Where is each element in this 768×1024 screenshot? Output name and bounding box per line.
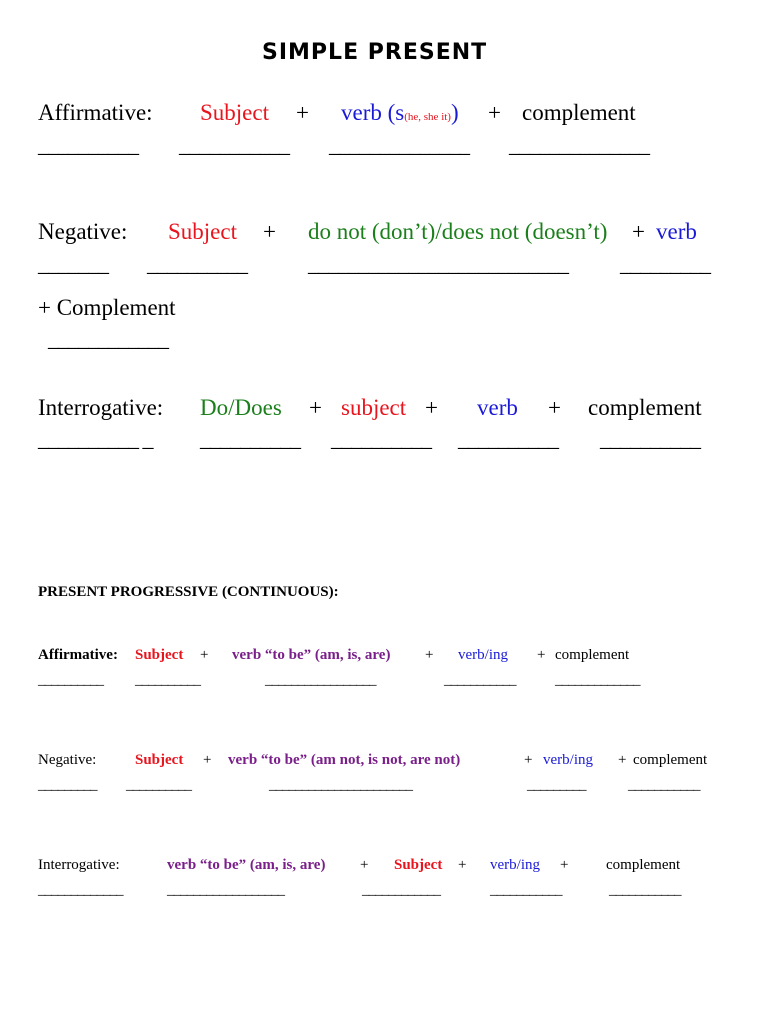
progressive-negative-complement: complement xyxy=(633,752,708,768)
progressive-affirmative-blank-2: __________ xyxy=(135,672,200,688)
progressive-negative-blank-3: ______________________ xyxy=(269,777,412,793)
progressive-affirmative-blank-5: _____________ xyxy=(555,672,640,688)
negative-blank-complement: ____________ xyxy=(48,326,168,351)
interrogative-blank-extra: __________ xyxy=(600,426,700,451)
negative-label: Negative: xyxy=(38,219,128,244)
progressive-affirmative-plus-2: + xyxy=(425,647,434,663)
affirmative-plus-2: + xyxy=(488,100,501,125)
negative-complement: + Complement xyxy=(38,295,176,320)
progressive-interrogative-verb-ing: verb/ing xyxy=(490,857,540,873)
page-title: SIMPLE PRESENT xyxy=(262,40,488,65)
negative-blank-verb: __________________________ xyxy=(308,251,568,276)
interrogative-blank-complement: __________ xyxy=(458,426,558,451)
progressive-interrogative-label: Interrogative: xyxy=(38,857,120,873)
affirmative-subject: Subject xyxy=(200,100,269,125)
interrogative-blank-auxiliary: __________ _ xyxy=(38,426,153,451)
progressive-negative-subject: Subject xyxy=(135,752,184,768)
progressive-affirmative-verb-ing: verb/ing xyxy=(458,647,508,663)
progressive-affirmative-complement: complement xyxy=(555,647,630,663)
progressive-interrogative-blank-5: ___________ xyxy=(609,882,681,898)
interrogative-blank-verb: __________ xyxy=(331,426,431,451)
affirmative-verb-text: verb (s xyxy=(341,100,405,125)
progressive-interrogative-blank-2: __________________ xyxy=(167,882,284,898)
progressive-interrogative-plus-3: + xyxy=(560,857,569,873)
present-progressive-heading: PRESENT PROGRESSIVE (CONTINUOUS): xyxy=(38,584,339,600)
progressive-interrogative-plus-1: + xyxy=(360,857,369,873)
progressive-negative-blank-5: ___________ xyxy=(628,777,700,793)
progressive-interrogative-complement: complement xyxy=(606,857,681,873)
progressive-negative-blank-2: __________ xyxy=(126,777,191,793)
progressive-negative-label: Negative: xyxy=(38,752,97,768)
affirmative-blank-complement: ______________ xyxy=(329,132,469,157)
progressive-affirmative-blank-3: _________________ xyxy=(265,672,376,688)
progressive-negative-blank-1: _________ xyxy=(38,777,97,793)
affirmative-plus-1: + xyxy=(296,100,309,125)
negative-blank-extra: _________ xyxy=(620,251,710,276)
affirmative-verb-close: ) xyxy=(450,100,459,125)
progressive-interrogative-to-be: verb “to be” (am, is, are) xyxy=(167,857,326,873)
affirmative-complement: complement xyxy=(522,100,636,125)
progressive-affirmative-blank-1: __________ xyxy=(38,672,103,688)
interrogative-plus-1: + xyxy=(309,395,322,420)
interrogative-blank-subject: __________ xyxy=(200,426,300,451)
progressive-interrogative-blank-1: _____________ xyxy=(38,882,123,898)
negative-plus-1: + xyxy=(263,219,276,244)
progressive-affirmative-to-be: verb “to be” (am, is, are) xyxy=(232,647,391,663)
affirmative-blank-verb: ___________ xyxy=(179,132,289,157)
negative-subject: Subject xyxy=(168,219,237,244)
affirmative-label: Affirmative: xyxy=(38,100,153,125)
affirmative-blank-subject: __________ xyxy=(38,132,138,157)
interrogative-subject: subject xyxy=(341,395,407,420)
interrogative-complement: complement xyxy=(588,395,702,420)
progressive-negative-plus-2: + xyxy=(524,752,533,768)
progressive-negative-verb-ing: verb/ing xyxy=(543,752,593,768)
progressive-negative-plus-3: + xyxy=(618,752,627,768)
progressive-negative-plus-1: + xyxy=(203,752,212,768)
negative-auxiliary: do not (don’t)/does not (doesn’t) xyxy=(308,219,608,244)
interrogative-plus-3: + xyxy=(548,395,561,420)
negative-plus-2: + xyxy=(632,219,645,244)
progressive-interrogative-blank-4: ___________ xyxy=(490,882,562,898)
interrogative-auxiliary: Do/Does xyxy=(200,395,282,420)
progressive-affirmative-plus-3: + xyxy=(537,647,546,663)
progressive-affirmative-subject: Subject xyxy=(135,647,184,663)
progressive-affirmative-blank-4: ___________ xyxy=(444,672,516,688)
affirmative-verb-note: (he, she it) xyxy=(404,111,451,123)
progressive-interrogative-subject: Subject xyxy=(394,857,443,873)
negative-blank-auxiliary: __________ xyxy=(147,251,247,276)
affirmative-blank-extra: ______________ xyxy=(509,132,649,157)
progressive-negative-to-be: verb “to be” (am not, is not, are not) xyxy=(228,752,461,768)
interrogative-plus-2: + xyxy=(425,395,438,420)
affirmative-verb xyxy=(341,100,459,126)
interrogative-verb: verb xyxy=(477,395,518,420)
progressive-interrogative-blank-3: ____________ xyxy=(362,882,440,898)
interrogative-label: Interrogative: xyxy=(38,395,164,420)
negative-blank-subject: _______ xyxy=(38,251,108,276)
progressive-affirmative-label: Affirmative: xyxy=(38,647,118,663)
progressive-affirmative-plus-1: + xyxy=(200,647,209,663)
negative-verb: verb xyxy=(656,219,697,244)
progressive-interrogative-plus-2: + xyxy=(458,857,467,873)
progressive-negative-blank-4: _________ xyxy=(527,777,586,793)
